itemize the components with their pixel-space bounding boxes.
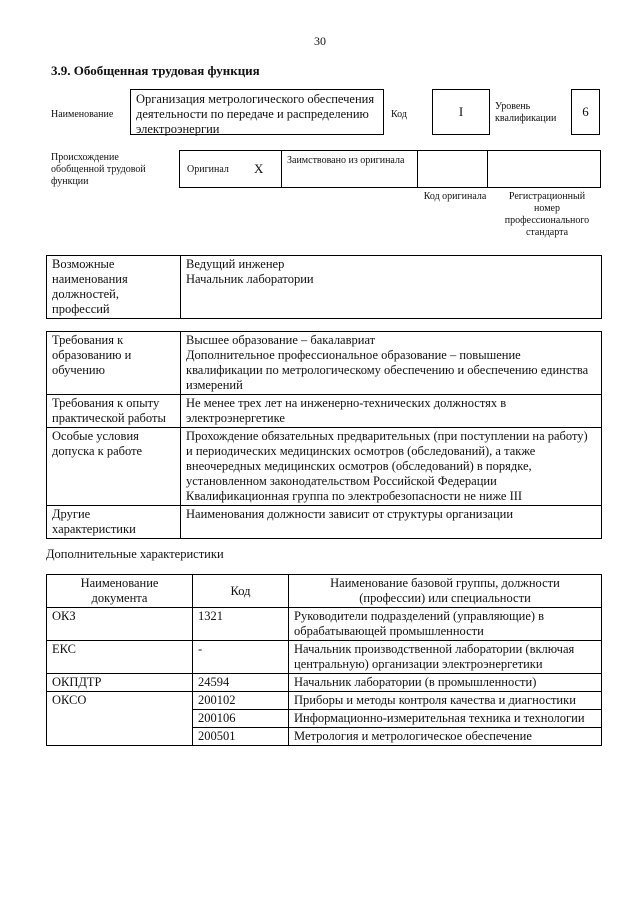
header-doc: Наименование документа <box>47 575 193 608</box>
code-label: Код <box>391 109 407 120</box>
req-line: Квалификационная группа по электробезопасности не ниже III <box>186 489 523 503</box>
table-row <box>47 641 602 674</box>
header-code: Код <box>193 575 289 608</box>
additional-title: Дополнительные характеристики <box>46 547 224 561</box>
req-row-other <box>47 506 602 539</box>
page-number: 30 <box>314 34 326 48</box>
borrowed-label: Заимствовано из оригинала <box>287 155 405 166</box>
row-name: Начальник лаборатории (в промышленности) <box>289 674 602 692</box>
origin-box <box>179 150 601 188</box>
req-line: Наименования должности зависит от структуры организации <box>186 507 514 521</box>
row-name: Начальник производственной лаборатории (включая центральную) организации электроэнергетики <box>289 641 602 674</box>
table-row <box>47 674 602 692</box>
borrowed-cell <box>282 151 418 187</box>
row-code: 24594 <box>193 674 289 692</box>
origin-label: Происхождение обобщенной трудовой функции <box>51 152 146 187</box>
header-name: Наименование базовой группы, должности (профессии) или специальности <box>289 575 602 608</box>
table-row <box>47 692 602 710</box>
position-item: Начальник лаборатории <box>186 272 314 286</box>
positions-label: Возможные наименования должностей, профессий <box>47 256 181 319</box>
row-code: 200106 <box>193 710 289 728</box>
original-cell <box>180 151 282 187</box>
req-row-experience <box>47 395 602 428</box>
req-row-education <box>47 332 602 395</box>
level-label: Уровень квалификации <box>495 101 557 124</box>
row-code: 200102 <box>193 692 289 710</box>
original-label: Оригинал <box>187 164 229 175</box>
req-row-conditions <box>47 428 602 506</box>
additional-table <box>46 574 602 746</box>
req-label: Требования к образованию и обучению <box>47 332 181 395</box>
positions-table <box>46 255 602 319</box>
original-code-cell <box>418 151 488 187</box>
req-value <box>181 428 602 506</box>
req-label: Другие характеристики <box>47 506 181 539</box>
additional-header-row <box>47 575 602 608</box>
row-code: 200501 <box>193 728 289 746</box>
row-name: Метрология и метрологическое обеспечение <box>289 728 602 746</box>
name-value: Организация метрологического обеспечения деятельности по передаче и распределению электроэнергии <box>130 89 384 135</box>
req-value <box>181 395 602 428</box>
row-doc: ОКСО <box>47 692 193 746</box>
row-code: 1321 <box>193 608 289 641</box>
row-name: Руководители подразделений (управляющие) в обрабатывающей промышленности <box>289 608 602 641</box>
positions-row <box>47 256 602 319</box>
req-label: Особые условия допуска к работе <box>47 428 181 506</box>
req-line: Дополнительное профессиональное образование – повышение квалификации по метрологическому обеспечению и обеспечению единства измерений <box>186 348 589 392</box>
row-code: - <box>193 641 289 674</box>
req-line: Высшее образование – бакалавриат <box>186 333 376 347</box>
req-value <box>181 506 602 539</box>
row-doc: ЕКС <box>47 641 193 674</box>
req-line: Прохождение обязательных предварительных (при поступлении на работу) и периодических медицинских осмотров (обследований), а также внеочередных медицинских осмотров (обследований) в порядке, установленном законодательством Российской Федерации <box>186 429 588 488</box>
req-value <box>181 332 602 395</box>
section-title: 3.9. Обобщенная трудовая функция <box>51 63 260 78</box>
requirements-table <box>46 331 602 539</box>
table-row <box>47 608 602 641</box>
reg-number-caption: Регистрационный номер профессионального стандарта <box>504 191 590 238</box>
original-code-caption: Код оригинала <box>423 191 487 202</box>
original-mark: X <box>254 161 264 176</box>
req-line: Не менее трех лет на инженерно-технических должностях в электроэнергетике <box>186 396 507 425</box>
row-name: Информационно-измерительная техника и технологии <box>289 710 602 728</box>
row-doc: ОКЗ <box>47 608 193 641</box>
row-doc: ОКПДТР <box>47 674 193 692</box>
position-item: Ведущий инженер <box>186 257 285 271</box>
req-label: Требования к опыту практической работы <box>47 395 181 428</box>
row-name: Приборы и методы контроля качества и диагностики <box>289 692 602 710</box>
level-value: 6 <box>571 89 600 135</box>
name-label: Наименование <box>51 109 114 120</box>
code-value: I <box>432 89 490 135</box>
positions-list <box>181 256 602 319</box>
